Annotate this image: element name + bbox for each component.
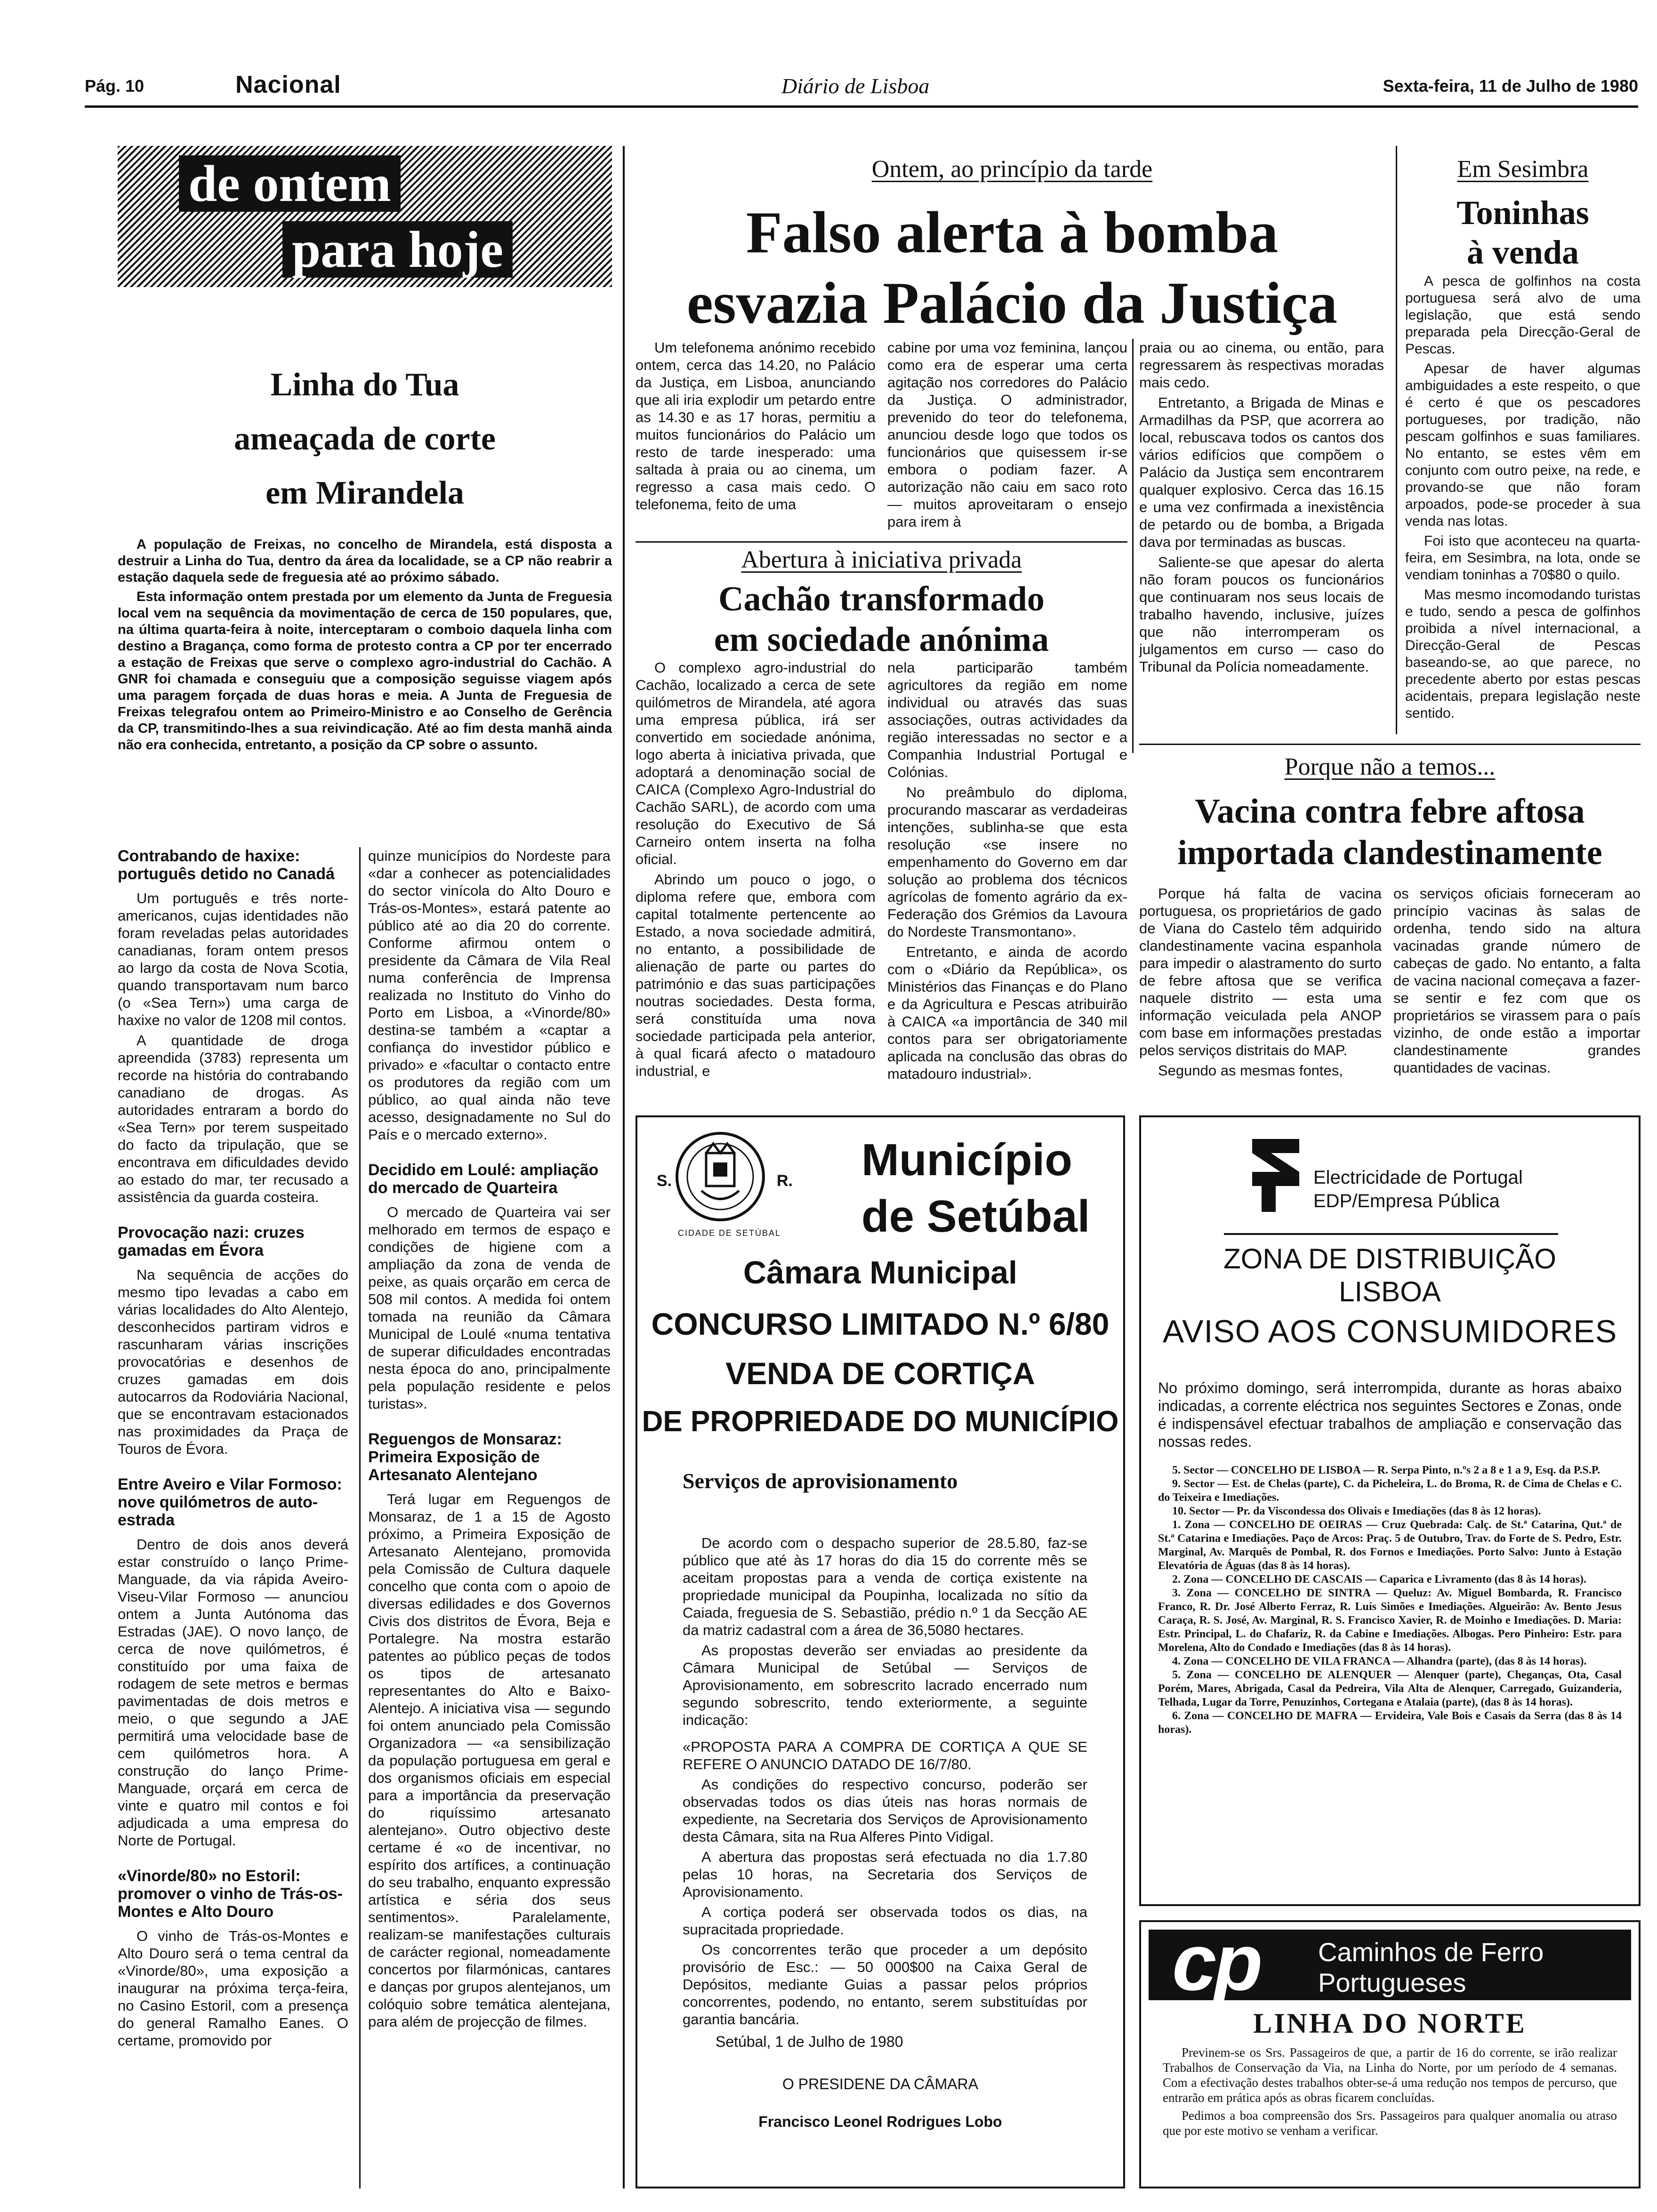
cp-paragraph: Previnem-se os Srs. Passageiros de que, a partir de 16 do corrente, se irão realizar Trabalhos de Conservação da Via, na Linha do Norte, por um período de 4 semanas. Com a efectivação destes trabalhos obter-se-á uma redução nos tempos de percurso, que entrarão em prática após as obras ficarem concluídas. xyxy=(1163,2045,1617,2105)
brief-column-1 xyxy=(118,847,348,2052)
falso-alerta-kicker: Ontem, ao princípio da tarde xyxy=(871,156,1153,183)
masthead: Diário de Lisboa xyxy=(781,74,930,98)
brief-paragraph: Na sequência de acções do mesmo tipo levadas a cabo em várias localidades do Alto Alentejo, desconhecidos partiram vidros e rascunharam várias inscrições provocatórias e desenhos de cruzes gamadas em dois autocarros da Rodoviária Nacional, que se encontravam estacionados nas proximidades da Praça de Touros de Évora. xyxy=(118,1266,348,1457)
falso-alerta-col1 xyxy=(635,339,876,516)
cp-linha: LINHA DO NORTE xyxy=(1253,2008,1527,2039)
falso-alerta-title xyxy=(635,198,1389,339)
setubal-title-1: Município xyxy=(861,1135,1072,1185)
falso-alerta-col2 xyxy=(887,339,1127,533)
toninhas-title-line: à venda xyxy=(1466,233,1579,271)
setubal-paragraph: As condições do respectivo concurso, poderão ser observadas todos os dias úteis nas horas normais de expediente, na Secretaria dos Serviços de Aprovisionamento desta Câmara, sita na Rua Alferes Pinto Vidigal. xyxy=(683,1776,1087,1845)
toninhas-rule xyxy=(1396,146,1397,734)
setubal-venda-1: VENDA DE CORTIÇA xyxy=(725,1356,1035,1391)
brief-headline: Entre Aveiro e Vilar Formoso: nove quilómetros de auto-estrada xyxy=(118,1475,342,1529)
brief-item xyxy=(368,1161,611,1412)
lead-title-line: Linha do Tua xyxy=(270,367,459,403)
brief-column-rule xyxy=(359,847,361,2188)
cachao-paragraph: No preâmbulo do diploma, procurando mascarar as verdadeiras intenções, sublinha-se que esta resolução «se insere no empenhamento do Governo em dar solução ao problema dos técnicos agrícolas de fomento agrário da ex-Federação dos Grémios da Lavoura do Nordeste Transmontano». xyxy=(887,784,1127,940)
setubal-venda-2: DE PROPRIEDADE DO MUNICÍPIO xyxy=(642,1405,1119,1438)
edp-list-item: 1. Zona — CONCELHO DE OEIRAS — Cruz Quebrada: Calç. de St.ª Catarina, Qut.ª de St.ª Catarina e Imediações. Paço de Arcos: Praç. 5 de Outubro, Trav. do Forte de S. Pedro, Estr. Marginal, Av. Marquês de Pombal, R. dos Fornos e Imediações. Porto Salvo: Junto à Estação Elevatória de Águas (das 8 às 14 horas). xyxy=(1158,1519,1622,1572)
de-ontem-line2: para hoje xyxy=(282,221,513,278)
brief-paragraph: Terá lugar em Reguengos de Monsaraz, de 1 a 15 de Agosto próximo, a Primeira Exposição de Artesanato Alentejano, promovida pela Comissão de Cultura daquele concelho que conta com o apoio de diversas edilidades e dos Governos Civis dos distritos de Évora, Beja e Portalegre. Na mostra estarão patentes ao público peças de todos os tipos de artesanato representantes do Alto e Baixo-Alentejo. A iniciativa visa — segundo foi ontem anunciado pela Comissão Organizadora — «a sensibilização da população portuguesa em geral e dos organismos oficiais em especial para a importância da preservação do riquíssimo artesanato alentejano». Outro objectivo deste certame é «o de incentivar, no espírito dos artífices, a continuação do seu trabalho, enquanto expressão artística e séria dos seus sentimentos». Paralelamente, realizam-se manifestações culturais de carácter regional, nomeadamente concertos por filarmónicas, cantares e danças por grupos alentejanos, um colóquio sobre temática alentejana, para além de projecção de filmes. xyxy=(368,1491,611,2030)
edp-zona-1: ZONA DE DISTRIBUIÇÃO xyxy=(1223,1243,1556,1274)
setubal-title-2: de Setúbal xyxy=(861,1191,1090,1242)
falso-alerta-paragraph: Entretanto, a Brigada de Minas e Armadilhas da PSP, que acorrera ao local, rebuscava todos os cantos dos vários edifícios que compõem o Palácio da Justiça sem encontrarem qualquer explosivo. Cerca das 16.15 e uma vez confirmada a inexistência de petardo ou de bomba, a Brigada dava por terminadas as buscas. xyxy=(1139,394,1384,550)
cachao-title-line: em sociedade anónima xyxy=(714,620,1049,659)
brief-headline: Contrabando de haxixe: português detido no Canadá xyxy=(118,847,335,883)
falso-alerta-paragraph: Saliente-se que apesar do alerta não foram poucos os funcionários que continuaram nos seus locais de trabalho havendo, inclusive, juízes que não interromperam os julgamentos em curso — caso do Tribunal da Polícia nomeadamente. xyxy=(1139,554,1384,675)
setubal-paragraph: As propostas deverão ser enviadas ao presidente da Câmara Municipal de Setúbal — Serviços de Aprovisionamento, em sobrescrito lacrado encerrado num segundo sobrescrito, tendo exteriormente, a seguinte indicação: xyxy=(683,1642,1087,1728)
brief-paragraph: Dentro de dois anos deverá estar construído o lanço Prime-Manguade, da via rápida Aveiro-Viseu-Vilar Formoso — anunciou ontem a Junta Autónoma das Estradas (JAE). O novo lanço, de cerca de nove quilómetros, é constituído por uma faixa de rodagem de sete metros e bermas pavimentadas de dois metros e meio, o que segundo a JAE permitirá uma velocidade base de cem quilómetros hora. A construção do lanço Prime-Manguade, orçará em cerca de vinte e quatro mil contos e foi adjudicada a uma empresa do Norte de Portugal. xyxy=(118,1536,348,1849)
toninhas-paragraph: Foi isto que aconteceu na quarta-feira, em Sesimbra, na lota, onde se vendiam toninhas a 70$80 o quilo. xyxy=(1405,533,1641,583)
setubal-paragraph: Os concorrentes terão que proceder a um depósito provisório de Esc.: — 50 000$00 na Caixa Geral de Depósitos, mediante Guias a passar pelos próprios concorrentes, podendo, no entanto, serem substituídas por garantia bancária. xyxy=(683,1941,1087,2028)
edp-aviso: AVISO AOS CONSUMIDORES xyxy=(1162,1314,1617,1349)
setubal-servicos: Serviços de aprovisionamento xyxy=(683,1469,958,1493)
page-number: Pág. 10 xyxy=(85,76,145,96)
edp-logo-icon xyxy=(1243,1134,1309,1214)
cp-body xyxy=(1163,2045,1617,2141)
cachao-paragraph: O complexo agro-industrial do Cachão, localizado a cerca de sete quilómetros de Mirandela, até agora uma empresa pública, irá ser convertido em sociedade anónima, logo aberta à iniciativa privada, que adoptará a denominação social de CAICA (Complexo Agro-Industrial do Cachão SARL), de acordo com uma resolução do Executivo de Sá Carneiro ontem inserta na folha oficial. xyxy=(635,659,876,867)
setubal-concurso: CONCURSO LIMITADO N.º 6/80 xyxy=(651,1306,1110,1341)
setubal-body xyxy=(683,1534,1087,2031)
edp-zona-2: LISBOA xyxy=(1339,1276,1441,1307)
setubal-camara: Câmara Municipal xyxy=(743,1255,1017,1290)
toninhas-paragraph: A pesca de golfinhos na costa portuguesa será alvo de uma legislação, que está sendo preparada pela Direcção-Geral de Pescas. xyxy=(1405,273,1641,357)
toninhas-title-line: Toninhas xyxy=(1456,194,1589,232)
brief-paragraph: Um português e três norte-americanos, cujas identidades não foram reveladas pelas autoridades canadianas, foram ontem presos ao largo da costa de Nova Scotia, quando transportavam num barco (o «Sea Tern») uma carga de haxixe no valor de 1208 mil contos. xyxy=(118,890,348,1028)
brief-paragraph: A quantidade de droga apreendida (3783) representa um recorde na história do contrabando canadiano de drogas. As autoridades entraram a bordo do «Sea Tern» por terem suspeitado do facto da tripulação, que se encontrava em dificuldades devido ao estado do mar, ter recusado a assistência da guarda costeira. xyxy=(118,1032,348,1205)
setubal-paragraph: «PROPOSTA PARA A COMPRA DE CORTIÇA A QUE SE REFERE O ANUNCIO DATADO DE 16/7/80. xyxy=(683,1739,1087,1772)
brief-item xyxy=(118,1475,348,1849)
toninhas-paragraph: Apesar de haver algumas ambiguidades a este respeito, o que é certo é que os pescadores portugueses, por tradição, não pescam golfinhos e suas familiares. No entanto, se estes vêm em conjunto com outro peixe, na rede, e provando-se que não foram arpoados, pode-se proceder à sua venda nas lotas. xyxy=(1405,361,1641,529)
toninhas-body xyxy=(1405,273,1641,725)
brief-item xyxy=(368,847,611,1143)
cachao-kicker: Abertura à iniciativa privada xyxy=(741,546,1022,573)
edp-list-item: 5. Zona — CONCELHO DE ALENQUER — Alenquer (parte), Cheganças, Ota, Casal Porém, Mares, Abrigada, Casal da Pedreira, Vila Alta de Alenquer, Carregado, Guizanderia, Telhada, Lugar da Torre, Penuzinhos, Cortegana e Atalaia (parte), (das 8 às 14 horas). xyxy=(1158,1669,1622,1708)
brief-item xyxy=(118,1867,348,2049)
cachao-col1 xyxy=(635,659,876,1082)
toninhas-paragraph: Mas mesmo incomodando turistas e tudo, sendo a pesca de golfinhos proibida a nível internacional, a Direcção-Geral de Pescas baseando-se, ao que parece, no precedente aberto por estas pescas acidentais, prepara legislação neste sentido. xyxy=(1405,587,1641,721)
edp-list-item: 3. Zona — CONCELHO DE SINTRA — Queluz: Av. Miguel Bombarda, R. Francisco Franco, R. Dr. José Alberto Ferraz, R. Luís Simões e Imediações. Algueirão: Av. Bento Jesus Caraça, R. S. José, Av. Marginal, R. S. Francisco Xavier, R. de Moinho e Imediações. D. Maria: Estr. Principal, L. do Chafariz, R. da Cabine e Imediações. Albogas. Pero Pinheiro: Estr. para Morelena, Alto do Condado e Imediações (das 8 às 14 horas). xyxy=(1158,1587,1622,1654)
seal-caption: CIDADE DE SETÚBAL xyxy=(678,1228,781,1238)
edp-list-item: 5. Sector — CONCELHO DE LISBOA — R. Serpa Pinto, n.ºs 2 a 8 e 1 a 9, Esq. da P.S.P. xyxy=(1172,1464,1601,1476)
setubal-sign-name: Francisco Leonel Rodrigues Lobo xyxy=(758,2113,1002,2130)
seal-right-letter: R. xyxy=(777,1172,793,1190)
vacina-title xyxy=(1139,791,1641,874)
lead-title xyxy=(118,358,612,520)
falso-alerta-title-line: esvazia Palácio da Justiça xyxy=(686,271,1338,336)
falso-alerta-col3-rule xyxy=(1132,339,1134,753)
setubal-sign-title: O PRESIDENE DA CÂMARA xyxy=(782,2076,979,2092)
brief-headline: Reguengos de Monsaraz: Primeira Exposição de Artesanato Alentejano xyxy=(368,1430,562,1484)
setubal-date: Setúbal, 1 de Julho de 1980 xyxy=(716,2033,903,2050)
page-date: Sexta-feira, 11 de Julho de 1980 xyxy=(1383,76,1638,96)
cp-paragraph: Pedimos a boa compreensão dos Srs. Passageiros para qualquer anomalia ou atraso que por este motivo se venham a verificar. xyxy=(1163,2108,1617,2138)
edp-company-1: Electricidade de Portugal xyxy=(1313,1167,1523,1188)
vacina-top-rule xyxy=(1139,744,1641,745)
brief-item xyxy=(368,1430,611,2030)
falso-alerta-paragraph: praia ou ao cinema, ou então, para regressarem às respectivas moradas mais cedo. xyxy=(1139,339,1384,391)
edp-list xyxy=(1158,1464,1622,1737)
cachao-paragraph: Entretanto, e ainda de acordo com o «Diário da República», os Ministérios das Finanças e do Plano e da Agricultura e Pescas atribuirão à CAICA «a importância de 340 mil contos para ser obrigatoriamente aplicada na conclusão das obras do matadouro industrial». xyxy=(887,944,1127,1082)
edp-list-item: 2. Zona — CONCELHO DE CASCAIS — Caparica e Livramento (das 8 às 14 horas). xyxy=(1172,1573,1587,1586)
brief-column-2 xyxy=(368,847,611,2033)
section-name: Nacional xyxy=(235,71,341,98)
falso-alerta-paragraph: Um telefonema anónimo recebido ontem, cerca das 14.20, no Palácio da Justiça, em Lisboa, anunciando que ali iria explodir um petardo entre as 14.30 e as 17 horas, permitiu a muitos funcionários do Palácio um resto de tarde inesperado: uma saltada à praia ou ao cinema, um regresso a casa mais cedo. O telefonema, feito de uma xyxy=(635,339,876,513)
edp-list-item: 4. Zona — CONCELHO DE VILA FRANCA — Alhandra (parte), (das 8 às 14 horas). xyxy=(1172,1655,1587,1667)
left-block-rule xyxy=(623,146,625,2188)
brief-headline: «Vinorde/80» no Estoril: promover o vinho de Trás-os-Montes e Alto Douro xyxy=(118,1867,343,1921)
toninhas-kicker: Em Sesimbra xyxy=(1457,156,1589,183)
setubal-paragraph: De acordo com o despacho superior de 28.5.80, faz-se público que até às 17 horas do dia 15 do corrente mês se aceitam propostas para a venda de cortiça existente na propriedade municipal da Poupinha, localizada no sítio da Caiada, freguesia de S. Sebastião, prédio n.º 1 da Secção AE da matriz cadastral com a área de 36,5080 hectares. xyxy=(683,1535,1087,1638)
vacina-paragraph: Segundo as mesmas fontes, xyxy=(1158,1062,1343,1079)
brief-headline: Provocação nazi: cruzes gamadas em Évora xyxy=(118,1224,305,1259)
cachao-paragraph: Abrindo um pouco o jogo, o diploma refere que, embora com capital totalmente pertencente ao Estado, a nova sociedade admitirá, no entanto, a possibilidade de alienação de parte ou partes do património e das suas participações noutras sociedades. Desta forma, será constituída uma nova sociedade participada pela anterior, à qual ficará afecto o matadouro industrial, e xyxy=(635,871,876,1079)
vacina-col2 xyxy=(1393,885,1641,1079)
vacina-title-line: importada clandestinamente xyxy=(1177,834,1602,872)
brief-item xyxy=(118,1224,348,1458)
brief-paragraph: O mercado de Quarteira vai ser melhorado em termos de espaço e condições de higiene com a ampliação da zona de venda de peixe, as quais orçarão em cerca de 508 mil contos. A medida foi ontem tomada na reunião da Câmara Municipal de Loulé «numa tentativa de superar dificuldades encontradas nesta época do ano, principalmente pela população residente e pelos turistas». xyxy=(368,1204,611,1412)
edp-list-item: 9. Sector — Est. de Chelas (parte), C. da Picheleira, L. do Broma, R. de Cima de Chelas e C. do Teixeira e Imediações. xyxy=(1158,1478,1622,1504)
cp-name-2: Portugueses xyxy=(1318,1968,1466,1997)
vacina-col1 xyxy=(1139,885,1382,1082)
toninhas-title xyxy=(1405,193,1641,272)
lead-title-line: ameaçada de corte xyxy=(234,421,496,457)
falso-alerta-title-line: Falso alerta à bomba xyxy=(746,200,1279,265)
vacina-paragraph: Porque há falta de vacina portuguesa, os proprietários de gado de Viana do Castelo têm adquirido clandestinamente vacina espanhola para impedir o alastramento do surto de febre aftosa que se verifica naquele distrito — esta uma informação veiculada pela ANOP com base em informações prestadas pelos serviços distritais do MAP. xyxy=(1139,885,1382,1058)
header-rule xyxy=(85,105,1638,108)
cachao-title xyxy=(635,579,1127,660)
cachao-col2 xyxy=(887,659,1127,1085)
de-ontem-line1: de ontem xyxy=(179,155,401,212)
cachao-top-rule xyxy=(635,541,1127,543)
lead-paragraph: Esta informação ontem prestada por um elemento da Junta de Freguesia local vem na sequência da movimentação de cerca de 150 populares, que, na última quarta-feira à noite, interceptaram o comboio daquela linha com destino a Bragança, como forma de protesto contra a CP por ter encerrado a estação de Freixas que serve o complexo agro-industrial do Cachão. A GNR foi chamada e conseguiu que a composição seguisse viagem após uma paragem forçada de duas horas e meia. A Junta de Freguesia de Freixas telegrafou ontem ao Primeiro-Ministro e ao Conselho de Gerência da CP, transmitindo-lhes a sua reivindicação. Até ao fim desta manhã ainda não era conhecida, entretanto, a posição da CP sobre o assunto. xyxy=(118,589,612,753)
edp-company-2: EDP/Empresa Pública xyxy=(1313,1191,1500,1211)
brief-item xyxy=(118,847,348,1206)
vacina-paragraph: os serviços oficiais forneceram ao princípio vacinas às salas de ordenha, tendo sido na altura vacinadas grande número de cabeças de gado. No entanto, a falta de vacina nacional começava a fazer-se sentir e fez com que os proprietários se virassem para o país vizinho, de onde estão a importar clandestinamente grandes quantidades de vacinas. xyxy=(1393,885,1641,1076)
brief-paragraph: O vinho de Trás-os-Montes e Alto Douro será o tema central da «Vinorde/80», uma exposição a inaugurar na próxima terça-feira, no Casino Estoril, com a presença do general Ramalho Eanes. O certame, promovido por xyxy=(118,1928,348,2049)
falso-alerta-paragraph: cabine por uma voz feminina, lançou como era de esperar uma certa agitação nos corredores do Palácio da Justiça. O administrador, prevenido do teor do telefonema, anunciou desde logo que todos os funcionários que quisessem ir-se embora o podiam fazer. A autorização não caiu em saco roto — muitos aproveitaram o ensejo para irem à xyxy=(887,339,1127,530)
brief-headline: Decidido em Loulé: ampliação do mercado de Quarteira xyxy=(368,1161,599,1197)
edp-rule xyxy=(1224,1233,1558,1235)
seal-left-letter: S. xyxy=(657,1172,672,1190)
lead-paragraph: A população de Freixas, no concelho de Mirandela, está disposta a destruir a Linha do Tua, dentro da área da localidade, se a CP não reabrir a estação daquela sede de freguesia até ao próximo sábado. xyxy=(118,537,612,585)
edp-intro: No próximo domingo, será interrompida, durante as horas abaixo indicadas, a corrente eléctrica nos seguintes Sectores e Zonas, onde é indispensável efectuar trabalhos de ampliação e conservação das nossas redes. xyxy=(1158,1379,1622,1450)
edp-list-item: 6. Zona — CONCELHO DE MAFRA — Ervideira, Vale Bois e Casais da Serra (das 8 às 14 horas). xyxy=(1158,1710,1622,1736)
lead-title-line: em Mirandela xyxy=(265,475,464,511)
falso-alerta-col3 xyxy=(1139,339,1384,678)
setubal-paragraph: A cortiça poderá ser observada todos os dias, na supracitada propriedade. xyxy=(683,1904,1087,1938)
cp-logo-icon: cp xyxy=(1172,1918,1260,2007)
brief-paragraph: quinze municípios do Nordeste para «dar a conhecer as potencialidades do sector vinícola do Alto Douro e Trás-os-Montes», estará patente ao público até ao dia 20 do corrente. Conforme afirmou ontem o presidente da Câmara de Vila Real numa conferência de Imprensa realizada no Instituto do Vinho do Porto em Lisboa, a «Vinorde/80» destina-se também a «captar a confiança do investidor público e privado» e «facultar o contacto entre os produtores da região com um público, ao qual ainda não teve acesso, designadamente no Sul do País e o mercado externo». xyxy=(368,848,611,1143)
cachao-paragraph: nela participarão também agricultores da região em nome individual ou através das suas associações, outras actividades da região interessadas no sector e a Companhia Industrial Portugal e Colónias. xyxy=(887,659,1127,780)
cp-name-1: Caminhos de Ferro xyxy=(1318,1937,1544,1967)
vacina-kicker: Porque não a temos... xyxy=(1284,753,1496,780)
lead-body xyxy=(118,537,612,756)
edp-list-item: 10. Sector — Pr. da Viscondessa dos Olivais e Imediações (das 8 às 12 horas). xyxy=(1172,1505,1541,1517)
setubal-paragraph: A abertura das propostas será efectuada no dia 1.7.80 pelas 10 horas, na Secretaria dos Serviços de Aprovisionamento. xyxy=(683,1849,1087,1900)
page-header xyxy=(85,71,1638,104)
setubal-seal-icon xyxy=(673,1130,767,1224)
vacina-title-line: Vacina contra febre aftosa xyxy=(1195,792,1585,831)
cachao-title-line: Cachão transformado xyxy=(718,580,1045,618)
